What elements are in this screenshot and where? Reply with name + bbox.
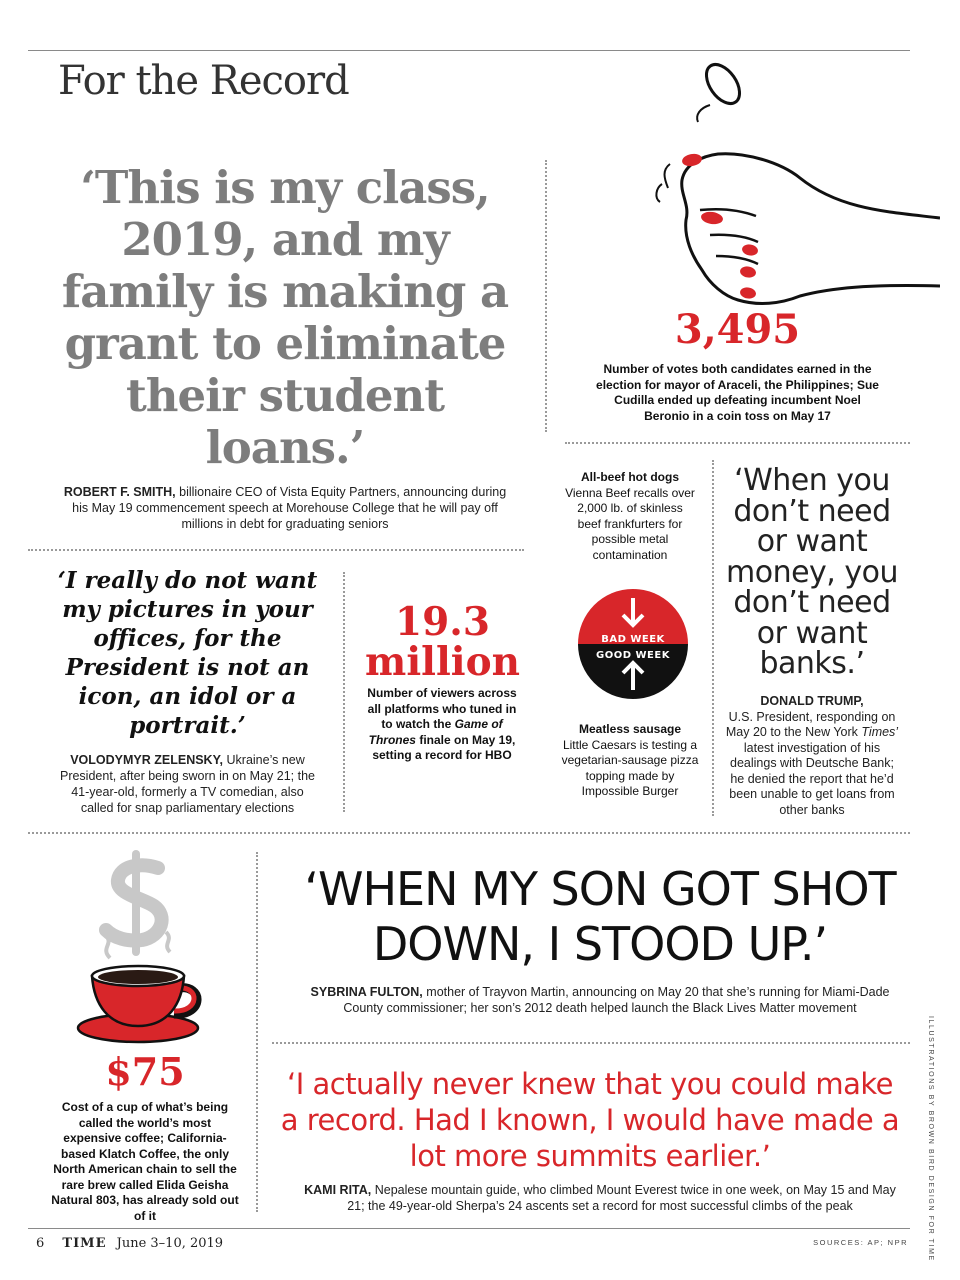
bad-week-label: BAD WEEK — [601, 634, 665, 645]
coffee-cup-illustration — [70, 848, 210, 1048]
good-week-item — [560, 722, 700, 800]
footer — [36, 1236, 223, 1251]
magazine-name: TIME — [62, 1236, 107, 1251]
viewers-number — [355, 599, 530, 685]
smith-attribution — [60, 484, 510, 532]
rita-attribution — [300, 1182, 900, 1214]
rita-quote: ‘I actually never knew that you could make a record. Had I known, I would have made a lot more summits earlier.’ — [280, 1067, 900, 1173]
trump-desc-after: latest investigation of his dealings with Deutsche Bank; he denied the report that he’d been unable to get loans from other banks — [729, 740, 895, 817]
coffee-desc: Cost of a cup of what’s being called the world’s most expensive coffee; California-based Klatch Coffee, the only North American chain to sell the rare brew called Elida Geisha Natural 803, has already sold out of it — [51, 1100, 239, 1223]
hand-outline-icon — [682, 154, 940, 304]
good-week-label: GOOD WEEK — [596, 650, 670, 661]
page-number: 6 — [36, 1236, 45, 1251]
section-title: For the Record — [58, 58, 349, 104]
fulton-name: SYBRINA FULTON, — [310, 985, 423, 999]
bottom-rule — [28, 1228, 910, 1229]
votes-number: 3,495 — [674, 306, 801, 353]
top-rule — [28, 50, 910, 51]
viewers-desc-after: finale on May 19, setting a record for HBO — [372, 732, 516, 762]
hand-coin-illustration — [640, 60, 940, 316]
sources: SOURCES: AP; NPR — [813, 1238, 908, 1247]
smith-quote: ‘This is my class, 2019, and my family is making a grant to eliminate their student loans.’ — [61, 161, 509, 474]
smith-desc: billionaire CEO of Vista Equity Partners, announcing during his May 19 commencement speech at Morehouse College that he will pay off millions in debt for graduating seniors — [72, 485, 507, 531]
smith-name: ROBERT F. SMITH, — [63, 485, 176, 499]
divider-middle — [28, 832, 910, 834]
viewers-desc-title: Game of Thrones — [368, 717, 503, 747]
viewers-number-line2: million — [365, 639, 520, 685]
divider-smith — [28, 549, 524, 551]
bad-good-week-badge — [577, 588, 689, 700]
votes-desc: Number of votes both candidates earned in the election for mayor of Araceli, the Philippines; Sue Cudilla ended up defeating incumbent Noel Beronio in a coin toss on May 17 — [596, 362, 879, 423]
fulton-desc: mother of Trayvon Martin, announcing on May 20 that she’s running for Miami-Dade County commissioner; her son’s 2012 death helped launch the Black Lives Matter movement — [343, 985, 890, 1015]
side-credit-wrap — [926, 1016, 934, 1262]
vdivider-top — [545, 160, 547, 432]
side-credit: ILLUSTRATIONS BY BROWN BIRD DESIGN FOR TIME — [927, 1016, 934, 1262]
good-week-title: Meatless sausage — [578, 722, 682, 736]
coin-icon — [700, 60, 747, 109]
zelensky-name: VOLODYMYR ZELENSKY, — [70, 753, 224, 767]
issue-date: June 3–10, 2019 — [116, 1236, 224, 1251]
trump-name: DONALD TRUMP, — [760, 694, 864, 708]
bad-week-item — [565, 470, 695, 563]
zelensky-desc: Ukraine’s new President, after being sworn in on May 21; the 41-year-old, formerly a TV comedian, also called for snap parliamentary elections — [59, 753, 315, 815]
divider-fulton — [272, 1042, 910, 1044]
viewers-desc-before: Number of viewers across all platforms who tuned in to watch the — [367, 686, 517, 731]
trump-quote: ‘When you don’t need or want money, you don’t need or want banks.’ — [726, 463, 898, 681]
zelensky-attribution — [55, 752, 320, 816]
coffee-number: $75 — [105, 1049, 185, 1094]
trump-attribution — [722, 694, 902, 818]
viewers-desc — [362, 686, 522, 764]
bad-week-desc: Vienna Beef recalls over 2,000 lb. of skinless beef frankfurters for possible metal contamination — [565, 485, 695, 562]
good-week-desc: Little Caesars is testing a vegetarian-sausage pizza topping made by Impossible Burger — [561, 737, 699, 798]
zelensky-quote: ‘I really do not want my pictures in your offices, for the President is not an icon, an idol or a portrait.’ — [57, 567, 318, 739]
vdivider-coffee — [256, 852, 258, 1212]
rita-desc: Nepalese mountain guide, who climbed Mount Everest twice in one week, on May 15 and May 21; the 49-year-old Sherpa’s 24 ascents set a record for most successful climbs of the peak — [347, 1183, 896, 1213]
fulton-attribution — [300, 984, 900, 1016]
vdivider-trump — [712, 460, 714, 816]
viewers-number-line1: 19.3 — [395, 599, 490, 645]
fulton-quote: ‘WHEN MY SON GOT SHOT DOWN, I STOOD UP.’ — [304, 862, 896, 971]
trump-desc-before: U.S. President, responding on May 20 to the New York — [725, 709, 896, 739]
trump-desc-italic: Times’ — [861, 725, 899, 739]
vdivider-zelensky — [343, 572, 345, 812]
bad-week-title: All-beef hot dogs — [581, 470, 679, 484]
rita-name: KAMI RITA, — [304, 1183, 372, 1197]
divider-votes — [565, 442, 910, 444]
